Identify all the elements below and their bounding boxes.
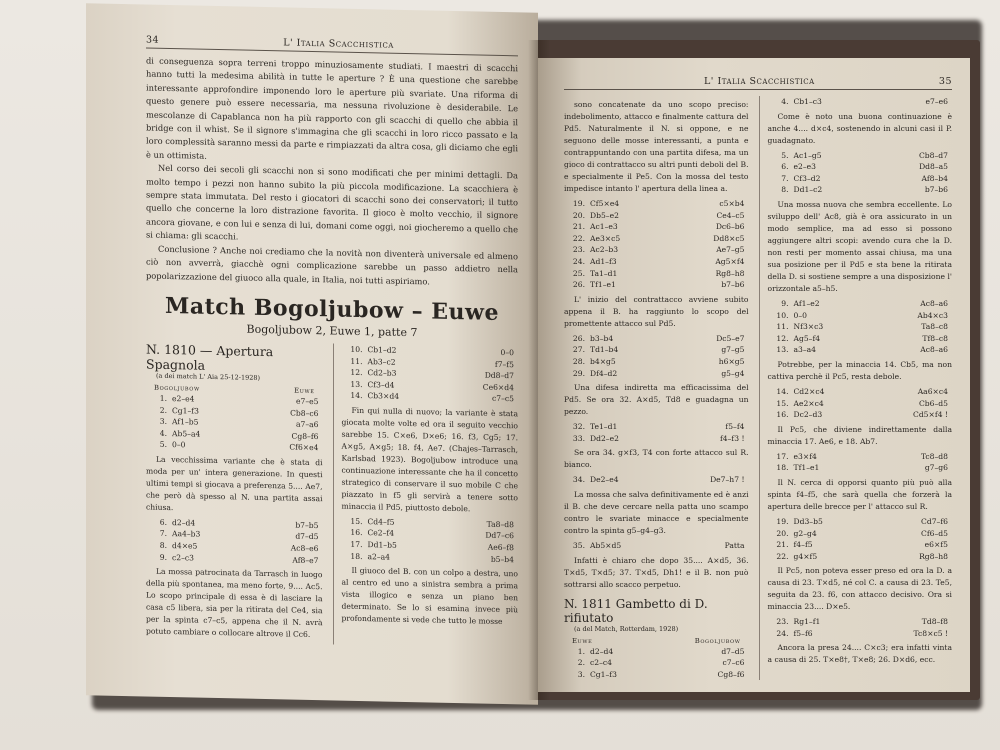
move-number: 5. xyxy=(781,150,789,160)
white-move: d2–d4 xyxy=(590,646,614,656)
move-list xyxy=(768,150,953,196)
white-move: Cf3–d4 xyxy=(367,379,395,390)
black-player: Euwe xyxy=(294,386,315,395)
white-move: Rg1–f1 xyxy=(793,617,821,627)
annotation: La vecchissima variante che è stata di moda per un' intera generazione. In questi ultimi tempi si giocava a preferenza 5.... Ae7, che però dà spesso al N. una partita assai chiusa. xyxy=(146,454,323,512)
move-number: 16. xyxy=(350,528,363,538)
move-row xyxy=(768,386,953,398)
white-move: e2–e4 xyxy=(172,393,195,404)
move-number: 8. xyxy=(781,185,789,195)
annotation: La mossa che salva definitivamente ed è anzi il B. che deve cercare nella patta uno scampo contro le svariate minacce e specialmente contro la spinta g5–g4–g3. xyxy=(564,489,749,535)
annotation: Se ora 34. g×f3, T4 con forte attacco sul R. bianco. xyxy=(564,448,749,470)
black-move: d7–d5 xyxy=(721,646,745,656)
black-move: De7–h7 ! xyxy=(710,475,745,485)
black-move: Cd7–f6 xyxy=(921,516,948,526)
move-list xyxy=(768,451,953,474)
white-move: Dc2–d3 xyxy=(793,410,823,420)
move-row xyxy=(564,268,749,280)
move-row xyxy=(768,528,953,540)
move-number: 33. xyxy=(572,433,585,443)
white-move: Ab5×d5 xyxy=(590,540,622,550)
black-move: c7–c5 xyxy=(492,394,514,404)
white-move: Nf3×c3 xyxy=(793,322,824,332)
move-row xyxy=(342,390,519,405)
white-move: Tf1–e1 xyxy=(590,280,616,290)
white-move: b3–b4 xyxy=(590,333,614,343)
move-row xyxy=(564,356,749,368)
black-move: d7–d5 xyxy=(295,532,319,542)
move-row xyxy=(768,161,953,173)
white-move: Af1–b5 xyxy=(172,417,199,427)
left-column-2 xyxy=(333,343,519,648)
white-move: e2–e3 xyxy=(793,162,816,172)
move-row xyxy=(768,96,953,108)
white-move: g4×f5 xyxy=(793,551,818,561)
black-move: Cb6–d5 xyxy=(919,398,948,408)
move-row xyxy=(768,173,953,185)
black-move: g7–g6 xyxy=(924,463,948,473)
white-move: Cf3–d2 xyxy=(793,173,821,183)
move-number: 34. xyxy=(572,475,585,485)
move-number: 12. xyxy=(350,367,363,378)
black-move: Td8–f8 xyxy=(921,617,948,627)
move-number: 1. xyxy=(159,393,167,403)
black-move: Ab4×c3 xyxy=(917,310,948,320)
move-number: 23. xyxy=(776,617,789,627)
move-number: 8. xyxy=(159,540,167,551)
black-move: Dc5–e7 xyxy=(716,333,745,343)
right-page-number: 35 xyxy=(938,76,952,87)
black-move: Dd8×c5 xyxy=(713,233,745,243)
move-number: 4. xyxy=(159,428,167,438)
annotation: Il giuoco del B. con un colpo a destra, uno al centro ed uno a sinistra sembra a prima vista illogico e senza un piano ben determinato. Se lo si esamina invece più profondamente si vede che tutto le mosse xyxy=(341,566,518,627)
move-row xyxy=(342,550,519,565)
black-move: Af8–e7 xyxy=(292,555,319,565)
black-move: a7–a6 xyxy=(295,419,319,430)
move-number: 26. xyxy=(572,280,585,290)
black-move: e7–e5 xyxy=(296,396,319,407)
black-move: Ae6–f8 xyxy=(487,542,514,553)
move-row xyxy=(564,669,749,681)
move-row xyxy=(564,279,749,291)
left-running-title: L' Italia Scacchistica xyxy=(283,37,394,51)
white-player: Euwe xyxy=(572,636,593,645)
move-number: 7. xyxy=(159,529,167,539)
black-move: b5–b4 xyxy=(490,554,514,564)
black-move: Ag5×f4 xyxy=(715,256,745,266)
move-row xyxy=(768,628,953,640)
move-number: 19. xyxy=(572,199,585,208)
white-move: Ta1–d1 xyxy=(590,268,618,278)
move-number: 3. xyxy=(159,416,167,427)
white-move: Cf5×e4 xyxy=(590,199,620,208)
white-move: Dd1–b5 xyxy=(367,540,397,550)
move-row xyxy=(768,539,953,551)
left-columns xyxy=(146,339,518,648)
move-number: 17. xyxy=(350,539,363,550)
move-row xyxy=(564,198,749,210)
annotation: La mossa patrocinata da Tarrasch in luogo della più spontanea, ma meno forte, 9.... Ac5. Lo scopo principale di essa è di lasciare la casa c5 libera, sia per la ritirata del Ce4, sia per la spinta c7–c5, appena che il N. avrà potuto cambiare o collocare altrove il Cc6. xyxy=(146,566,323,640)
annotation: Una difesa indiretta ma efficacissima del Pd5. Se ora 32. A×d5, Td8 e guadagna un pezzo. xyxy=(564,383,749,417)
move-number: 21. xyxy=(572,222,585,232)
annotation: Il Pc5, non poteva esser preso ed ora la D. a causa di 23. T×d5, né col C. a causa di 23. Te5, seguita da 23. f6, con attacco decisivo. Ora si minaccia 23.... D×e5. xyxy=(767,566,952,612)
white-move: Cg1–f3 xyxy=(172,405,199,416)
left-page xyxy=(86,3,538,704)
left-running-head xyxy=(146,35,518,57)
move-number: 20. xyxy=(776,528,789,538)
move-number: 21. xyxy=(776,540,789,550)
move-list xyxy=(564,333,749,379)
intro-paragraph-1: di conseguenza sopra terreni troppo minuziosamente studiati. I maestri di scacchi hanno tutti la medesima abilità in tutte le aperture ? È una questione che sarebbe interessante approfondire imponendo loro le aperture più svariate. Una riforma di questo genere può essere necessaria, ma nessuna rivoluzione è desiderabile. Le mescolanze di Capablanca non ha più rapporto con gli scacchi di quello che abbia il bridge con il whist. Se il signore s'immagina che gli scacchi in loro ricco passato e la loro complessità saranno messi da parte e rimpiazzati da altra cosa, gli diciamo che egli è un ottimista. xyxy=(146,55,518,161)
move-row xyxy=(768,409,953,421)
white-move: f5–f6 xyxy=(793,628,813,638)
white-move: Td1–b4 xyxy=(590,345,619,355)
move-number: 15. xyxy=(776,398,789,408)
game-1810-title: N. 1810 — Apertura Spagnola xyxy=(146,341,274,373)
move-number: 2. xyxy=(577,658,585,668)
move-row xyxy=(564,540,749,552)
move-number: 17. xyxy=(776,451,789,461)
white-move: Cd4–f5 xyxy=(367,517,395,527)
annotation: Una mossa nuova che sembra eccellente. Lo sviluppo dell' Ac8, già è ora assicurato in un modo semplice, ma ad esso si possono aggiungere altri scopi: avendo cura che la D. non resti per momento assai chiusa, ma una sua posizione per il Pd5 e sta bene la ritirata della D. si sostiene sempre a una disposizione l' orizzontale a5–h5. xyxy=(767,199,952,293)
black-move: Rg8–h8 xyxy=(715,268,745,278)
move-number: 6. xyxy=(159,517,167,527)
move-list xyxy=(146,392,323,454)
black-move: f4–f3 ! xyxy=(719,433,745,443)
move-number: 13. xyxy=(350,379,363,389)
right-running-title: L' Italia Scacchistica xyxy=(704,76,815,87)
move-number: 7. xyxy=(781,173,789,183)
white-move: c2–c4 xyxy=(590,658,612,668)
move-row xyxy=(146,439,323,454)
move-list xyxy=(342,344,519,406)
move-list xyxy=(564,198,749,291)
move-row xyxy=(768,398,953,410)
black-move: Ac8–a6 xyxy=(920,345,948,355)
game-1811-subtitle: (a del Match, Rotterdam, 1928) xyxy=(574,624,679,633)
move-list xyxy=(564,421,749,444)
white-move: Ag5–f4 xyxy=(793,333,821,343)
white-move: a3–a4 xyxy=(793,345,817,355)
move-number: 13. xyxy=(776,345,789,355)
move-row xyxy=(564,657,749,669)
black-move: Dd8–d7 xyxy=(484,370,514,381)
white-move: c2–c3 xyxy=(172,552,194,563)
move-number: 4. xyxy=(781,97,789,106)
white-move: Ce2–f4 xyxy=(367,528,395,539)
move-row xyxy=(768,462,953,474)
black-move: Af8–b4 xyxy=(921,173,948,183)
move-number: 24. xyxy=(776,628,789,638)
move-number: 12. xyxy=(776,333,789,343)
move-number: 2. xyxy=(159,405,167,415)
annotation: Il Pc5, che diviene indirettamente dalla minaccia 17. Ae6, e 18. Ab7. xyxy=(767,424,952,446)
black-move: Ce4–c5 xyxy=(716,210,745,220)
white-move: Af1–e2 xyxy=(793,298,820,308)
move-number: 32. xyxy=(572,422,585,432)
move-number: 11. xyxy=(776,322,789,332)
move-number: 25. xyxy=(572,268,585,278)
white-move: d4×e5 xyxy=(172,541,198,551)
move-number: 24. xyxy=(572,256,585,266)
black-move: Rg8–h8 xyxy=(919,551,948,561)
annotation: Infatti è chiaro che dopo 35.... A×d5, 36. T×d5, T×d5; 37. T×d5, Dh1! e il B. non può sottrarsi allo scacco perpetuo. xyxy=(564,555,749,589)
move-row xyxy=(564,474,749,486)
white-move: Cd2×c4 xyxy=(793,386,825,396)
white-move: De2–e4 xyxy=(590,475,619,485)
move-list xyxy=(768,96,953,108)
move-number: 22. xyxy=(776,551,789,561)
black-move: Ae7–g5 xyxy=(716,245,745,255)
black-move: f5–f4 xyxy=(725,422,745,432)
right-columns xyxy=(564,96,952,680)
move-number: 19. xyxy=(776,516,789,526)
move-number: 1. xyxy=(577,646,585,656)
move-number: 23. xyxy=(572,245,585,255)
move-row xyxy=(564,256,749,268)
intro-paragraph-2: Nel corso dei secoli gli scacchi non si sono modificati che per minimi dettagli. Da molto tempo i pezzi non hanno subito la più piccola modificazione. La scacchiera è sempre stata immutata. Del resto i giocatori di scacchi sono dei conservatori; il tutto quello che concerne la loro distrazione favorita. Il gioco è molto vecchio, il signore ancora giovane, e con lui e senza di lui, domani come oggi, noi giocheremo a quello che si chiama: gli scacchi. xyxy=(146,163,518,242)
move-number: 10. xyxy=(776,310,789,320)
black-move: Cg8–f6 xyxy=(717,669,745,679)
move-number: 6. xyxy=(781,162,789,172)
white-move: d2–d4 xyxy=(172,517,196,528)
move-list xyxy=(768,298,953,356)
black-move: Cg8–f6 xyxy=(291,431,319,441)
black-move: f7–f5 xyxy=(494,359,514,369)
white-move: Ac1–g5 xyxy=(793,150,822,160)
move-row xyxy=(564,421,749,433)
black-move: 0–0 xyxy=(500,347,514,358)
annotation: Ancora la presa 24.... C×c3; era infatti vinta a causa di 25. T×e8†, T×e8; 26. D×d6, ecc. xyxy=(767,643,952,665)
white-move: Tf1–e1 xyxy=(793,463,820,473)
black-move: Ce6×d4 xyxy=(482,382,514,392)
move-row xyxy=(768,321,953,333)
black-move: Tf8–c8 xyxy=(922,333,948,343)
annotation: Come è noto una buona continuazione è anche 4.... d×c4, sostenendo in alcuni casi il P. guadagnato. xyxy=(767,111,952,145)
move-row xyxy=(768,310,953,322)
white-move: f4–f5 xyxy=(793,540,813,550)
move-list xyxy=(768,386,953,421)
black-move: Dc6–b6 xyxy=(715,222,745,232)
game-1811-players xyxy=(564,637,749,645)
black-move: Aa6×c4 xyxy=(917,386,948,396)
white-move: a2–a4 xyxy=(367,551,391,562)
black-move: Cb8–d7 xyxy=(919,150,948,160)
move-row xyxy=(564,221,749,233)
move-number: 18. xyxy=(776,463,789,473)
black-move: Ac8–a6 xyxy=(920,298,948,308)
move-row xyxy=(768,451,953,463)
move-number: 27. xyxy=(572,345,585,355)
move-row xyxy=(768,184,953,196)
white-move: Dd1–c2 xyxy=(793,185,823,195)
black-move: c5×b4 xyxy=(719,199,745,208)
white-move: Cg1–f3 xyxy=(590,669,617,679)
white-move: Dd2–e2 xyxy=(590,433,619,443)
black-move: Cd5×f4 ! xyxy=(913,410,948,420)
move-number: 14. xyxy=(776,386,789,396)
annotation: L' inizio del contrattacco avviene subito appena il B. ha raggiunto lo scopo del promettente attacco sul Pd5. xyxy=(564,294,749,328)
move-row xyxy=(146,551,323,566)
black-move: Dd8–a5 xyxy=(919,162,948,172)
move-list xyxy=(564,540,749,552)
move-number: 20. xyxy=(572,210,585,220)
left-page-number: 34 xyxy=(146,34,160,46)
move-row xyxy=(768,344,953,356)
match-subtitle: Bogoljubow 2, Euwe 1, patte 7 xyxy=(246,322,418,340)
black-move: Ac8–e6 xyxy=(290,543,319,554)
move-number: 3. xyxy=(577,669,585,679)
move-number: 9. xyxy=(159,552,167,562)
black-player: Bogoljubow xyxy=(694,636,741,645)
white-move: Ab3–c2 xyxy=(367,356,396,367)
black-move: Tc8×c5 ! xyxy=(913,628,948,638)
annotation: Fin qui nulla di nuovo; la variante è stata giocata molte volte ed ora il seguito vecchio sarebbe 15. C×e6, D×e6; 16. f3, Cg5; 17. A×g5, A×g5; 18. f4, Ae7. (Chajes–Tarrasch, Karlsbad 1923). Bogoljubow introduce una continuazione interessante che ha il concetto strategico di conservare il suo mobile C che piazzato in f5 gli servirà a tenere sotto minaccia il Pd5, piuttosto debole. xyxy=(341,405,518,514)
move-list xyxy=(146,516,323,566)
move-row xyxy=(768,551,953,563)
black-move: h6×g5 xyxy=(718,356,745,366)
black-move: b7–b5 xyxy=(295,520,319,531)
black-move: Cf6–d5 xyxy=(921,528,948,538)
move-row xyxy=(768,616,953,628)
move-row xyxy=(564,433,749,445)
right-column-2 xyxy=(759,96,953,680)
black-move: g7–g5 xyxy=(721,345,745,355)
move-number: 22. xyxy=(572,233,585,243)
white-move: Dd3–b5 xyxy=(793,516,823,526)
black-move: Patta xyxy=(724,540,745,550)
black-move: Ta8–d8 xyxy=(486,519,514,530)
white-move: Ae3×c5 xyxy=(590,233,621,243)
black-move: e6×f5 xyxy=(924,540,948,550)
black-move: c7–c6 xyxy=(722,658,745,668)
annotation: Potrebbe, per la minaccia 14. Cb5, ma non cattiva perchè il Pc5, resta debole. xyxy=(767,359,952,381)
game-1811-title: N. 1811 Gambetto di D. rifiutato xyxy=(564,596,708,625)
move-number: 14. xyxy=(350,391,363,401)
annotation: Il N. cerca di opporsi quanto più può alla spinta f4–f5, che sarà quella che forzerà la apertura delle brecce per l' attacco sul R. xyxy=(767,477,952,511)
white-move: Ab5–a4 xyxy=(172,428,201,439)
move-row xyxy=(768,333,953,345)
match-title: Match Bogoljubow – Euwe xyxy=(165,292,499,326)
right-page xyxy=(538,58,970,692)
black-move: b7–b6 xyxy=(924,185,948,195)
black-move: Cb8–c6 xyxy=(290,408,319,418)
move-list xyxy=(768,616,953,639)
move-number: 5. xyxy=(159,440,167,450)
white-move: Cb1–c3 xyxy=(793,97,822,106)
white-move: Aa4–b3 xyxy=(172,529,201,540)
move-row xyxy=(564,210,749,222)
move-number: 35. xyxy=(572,540,585,550)
black-move: Tc8–d8 xyxy=(920,451,948,461)
black-move: Dd7–c6 xyxy=(485,531,514,541)
right-running-head xyxy=(564,76,952,90)
move-row xyxy=(768,298,953,310)
move-number: 11. xyxy=(350,356,363,366)
move-number: 16. xyxy=(776,410,789,420)
move-number: 18. xyxy=(350,551,363,561)
move-row xyxy=(564,244,749,256)
move-number: 15. xyxy=(350,516,363,526)
black-move: b7–b6 xyxy=(721,280,745,290)
black-move: Ta8–c8 xyxy=(921,322,948,332)
white-move: Cb1–d2 xyxy=(367,345,397,355)
white-move: g2–g4 xyxy=(793,528,817,538)
black-move: g5–g4 xyxy=(721,368,745,378)
white-move: e3×f4 xyxy=(793,451,817,461)
move-list xyxy=(768,516,953,562)
white-move: Db5–e2 xyxy=(590,210,619,220)
black-move: Cf6×e4 xyxy=(289,442,319,453)
move-row xyxy=(768,516,953,528)
game-1810-subtitle: (a dei match L' Aia 25-12-1928) xyxy=(156,371,261,382)
right-column-1 xyxy=(564,96,749,680)
move-row xyxy=(564,333,749,345)
intro-paragraph-3: Conclusione ? Anche noi crediamo che la novità non diventerà universale ed almeno ciò non avverrà, giacchè ogni complicazione sarebbe un passo addietro nella popolarizzazione del giuoco alla quale, in Italia, noi tutti aspiriamo. xyxy=(146,243,518,286)
move-row xyxy=(564,368,749,380)
white-move: Ae2×c4 xyxy=(793,398,824,408)
white-move: 0–0 xyxy=(793,310,807,320)
white-move: Ad1–f3 xyxy=(590,256,617,266)
move-number: 29. xyxy=(572,368,585,378)
move-row xyxy=(564,233,749,245)
black-move: e7–e6 xyxy=(925,97,948,106)
white-move: Cd2–b3 xyxy=(367,368,397,378)
white-move: 0–0 xyxy=(172,440,186,450)
white-move: Df4–d2 xyxy=(590,368,618,378)
annotation: sono concatenate da uno scopo preciso: indebolimento, attacco e finalmente cattura del Pd5. Naturalmente il N. si oppone, e ne seguono delle mosse interessanti, a punta e contrappuntando con una partita difesa, ma un gioco di contrattacco su altri punti deboli del B. e specialmente il Pe5. Con la mossa del testo impedisce intanto l' apertura della linea a. xyxy=(564,100,749,193)
white-player: Bogoljubow xyxy=(154,383,200,393)
move-number: 9. xyxy=(781,298,789,308)
left-column-1 xyxy=(146,339,323,644)
move-number: 28. xyxy=(572,356,585,366)
white-move: Te1–d1 xyxy=(590,422,618,432)
white-move: b4×g5 xyxy=(590,356,616,366)
move-list xyxy=(564,474,749,486)
move-list xyxy=(564,646,749,681)
move-list xyxy=(342,515,519,565)
white-move: Cb3×d4 xyxy=(367,391,400,402)
move-number: 10. xyxy=(350,344,363,354)
white-move: Ac1–e3 xyxy=(590,222,618,232)
move-row xyxy=(768,150,953,162)
white-move: Ac2–b3 xyxy=(590,245,619,255)
move-number: 26. xyxy=(572,333,585,343)
move-row xyxy=(564,344,749,356)
move-row xyxy=(564,646,749,658)
